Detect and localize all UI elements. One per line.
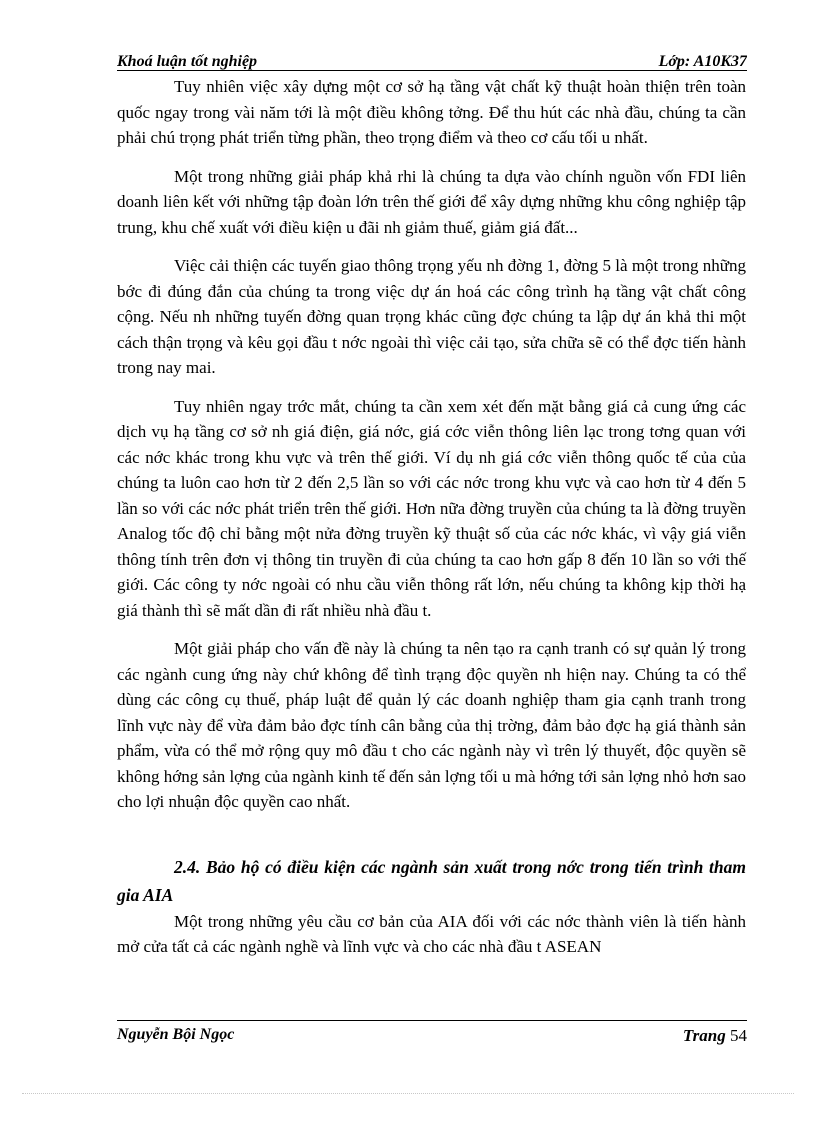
page-footer xyxy=(117,1020,747,1047)
body-paragraph: Tuy nhiên việc xây dựng một cơ sở hạ tầng vật chất kỹ thuật hoàn thiện trên toàn quốc ngay trong vài năm tới là một điều không tởng. Để thu hút các nhà đầu, chúng ta cần phải chú trọng phát triển từng phần, theo trọng điểm và theo cơ cấu tối u nhất. xyxy=(117,77,746,147)
section-heading: 2.4. Bảo hộ có điều kiện các ngành sản xuất trong nớc trong tiến trình tham gia AIA xyxy=(117,856,746,905)
page-body xyxy=(117,74,746,973)
footer-page xyxy=(683,1026,747,1046)
header-thesis-title: Khoá luận tốt nghiệp xyxy=(117,53,258,70)
body-paragraph: Một giải pháp cho vấn đề này là chúng ta nên tạo ra cạnh tranh có sự quản lý trong các ngành cung ứng này chứ không để tình trạng độc quyền nh hiện nay. Chúng ta có thể dùng các công cụ thuế, pháp luật để quản lý các doanh nghiệp tham gia cạnh tranh trong lĩnh vực này để vừa đảm bảo đợc tính cân bằng của thị trờng, đảm bảo đợc hạ giá thành sản phẩm, vừa có thể mở rộng quy mô đầu t cho các ngành này vì trên lý thuyết, độc quyền sẽ không hớng sản lợng của ngành kinh tế đến sản lợng tối u mà hớng tới sản lợng nhỏ hơn sao cho lợi nhuận độc quyền cao nhất. xyxy=(117,639,746,811)
page-edge-divider xyxy=(22,1093,794,1094)
body-paragraph: Một trong những giải pháp khả rhi là chúng ta dựa vào chính nguồn vốn FDI liên doanh liên kết với những tập đoàn lớn trên thế giới để xây dựng những khu công nghiệp tập trung, khu chế xuất với điều kiện u đãi nh giảm thuế, giảm giá đất... xyxy=(117,166,746,237)
body-paragraph: Việc cải thiện các tuyến giao thông trọng yếu nh đờng 1, đờng 5 là một trong những bớc đi đúng đắn của chúng ta trong việc dự án hoá các công trình hạ tầng vật chất công cộng. Nếu nh những tuyến đờng quan trọng khác cũng đợc chúng ta lập dự án khả thi một cách thận trọng và kêu gọi đầu t nớc ngoài thì việc cải tạo, sửa chữa sẽ có thể đợc tiến hành trong nay mai. xyxy=(117,256,746,377)
page-number: 54 xyxy=(730,1026,747,1045)
page-header xyxy=(117,50,747,71)
footer-page-label: Trang xyxy=(682,1026,726,1045)
header-class-label: Lớp: A10K37 xyxy=(658,53,747,70)
footer-author: Nguyễn Bội Ngọc xyxy=(117,1026,235,1043)
body-paragraph: Một trong những yêu cầu cơ bản của AIA đối với các nớc thành viên là tiến hành mở cửa tất cả các ngành nghề và lĩnh vực và cho các nhà đầu t ASEAN xyxy=(117,911,746,956)
body-paragraph: Tuy nhiên ngay trớc mắt, chúng ta cần xem xét đến mặt bằng giá cả cung ứng các dịch vụ hạ tầng cơ sở nh giá điện, giá nớc, giá cớc viễn thông liên lạc trong tơng quan với các nớc khác trong khu vực và trên thế giới. Ví dụ nh giá cớc viễn thông quốc tế của của chúng ta luôn cao hơn từ 2 đến 2,5 lần so với các nớc trong khu vực và cao hơn từ 4 đến 5 lần so với các nớc phát triển trên thế giới. Hơn nữa đờng truyền của chúng ta là đờng truyền Analog tốc độ chỉ bằng một nửa đờng truyền kỹ thuật số của các nớc khác, vì vậy giá viễn thông tính trên đơn vị thông tin truyền đi của chúng ta cao hơn gấp 8 đến 10 lần so với thế giới. Các công ty nớc ngoài có nhu cầu viễn thông rất lớn, nếu chúng ta không kịp thời hạ giá thành thì sẽ mất dần đi rất nhiều nhà đầu t. xyxy=(117,396,746,620)
